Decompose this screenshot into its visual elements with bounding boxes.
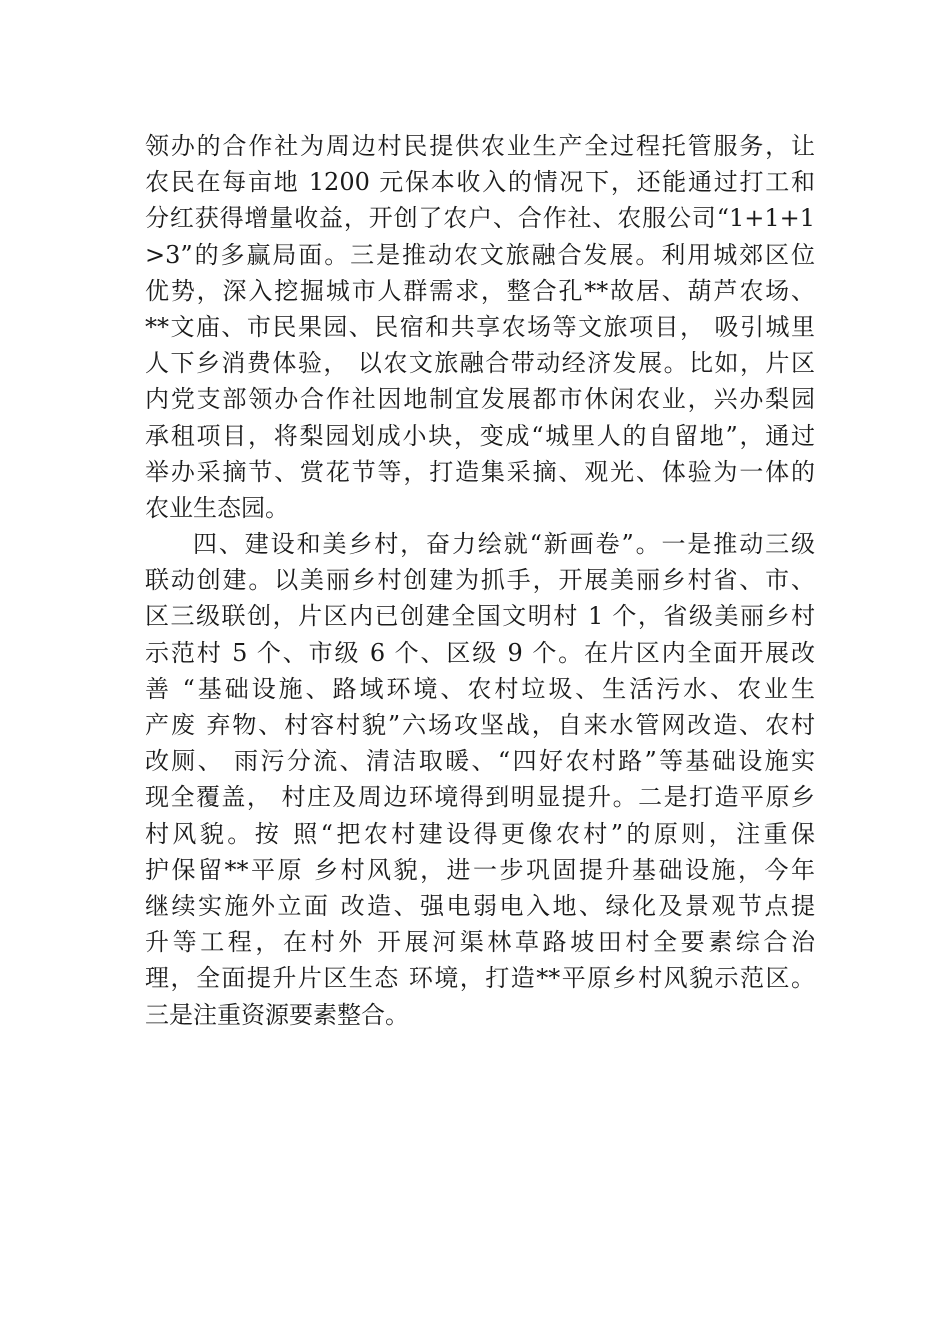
text-line: **文庙、市民果园、民宿和共享农场等文旅项目， 吸引城里 (145, 312, 815, 341)
text-line: 示范村 5 个、市级 6 个、区级 9 个。在片区内全面开展改 (145, 638, 815, 667)
text-line: 村风貌。按 照“把农村建设得更像农村”的原则，注重保 (145, 819, 815, 848)
text-line: 现全覆盖， 村庄及周边环境得到明显提升。二是打造平原乡 (145, 783, 815, 812)
text-line: 联动创建。以美丽乡村创建为抓手，开展美丽乡村省、市、 (145, 566, 815, 595)
text-line: 人下乡消费体验， 以农文旅融合带动经济发展。比如，片区 (145, 349, 815, 378)
text-line: 继续实施外立面 改造、强电弱电入地、绿化及景观节点提 (145, 891, 815, 920)
text-line: 分红获得增量收益，开创了农户、合作社、农服公司“1+1+1 (145, 204, 815, 233)
text-line: 区三级联创，片区内已创建全国文明村 1 个，省级美丽乡村 (145, 602, 815, 631)
text-line: 护保留**平原 乡村风貌，进一步巩固提升基础设施，今年 (145, 855, 815, 884)
text-line: 优势，深入挖掘城市人群需求，整合孔**故居、葫芦农场、 (145, 276, 815, 305)
text-line: 改厕、 雨污分流、清洁取暖、“四好农村路”等基础设施实 (145, 747, 815, 776)
text-line: 三是注重资源要素整合。 (145, 1000, 409, 1029)
text-line: 升等工程，在村外 开展河渠林草路坡田村全要素综合治 (145, 928, 815, 957)
text-line: 领办的合作社为周边村民提供农业生产全过程托管服务，让 (145, 132, 815, 160)
text-line: 举办采摘节、赏花节等，打造集采摘、观光、体验为一体的 (145, 457, 815, 486)
text-line: 农业生态园。 (145, 493, 289, 522)
text-line: 农民在每亩地 1200 元保本收入的情况下，还能通过打工和 (145, 168, 815, 197)
text-line: 内党支部领办合作社因地制宜发展都市休闲农业，兴办梨园 (145, 385, 815, 414)
text-line: 善 “基础设施、路域环境、农村垃圾、生活污水、农业生 (145, 674, 815, 703)
text-line: 产废 弃物、村容村貌”六场攻坚战，自来水管网改造、农村 (145, 711, 815, 739)
text-line: 承租项目，将梨园划成小块，变成“城里人的自留地”，通过 (145, 421, 815, 450)
paragraph-start-line: 四、建设和美乡村，奋力绘就“新画卷”。一是推动三级 (193, 530, 815, 559)
text-line: 理，全面提升片区生态 环境，打造**平原乡村风貌示范区。 (145, 964, 815, 993)
body-text (145, 128, 815, 1033)
text-line: >3”的多赢局面。三是推动农文旅融合发展。利用城郊区位 (145, 240, 815, 269)
